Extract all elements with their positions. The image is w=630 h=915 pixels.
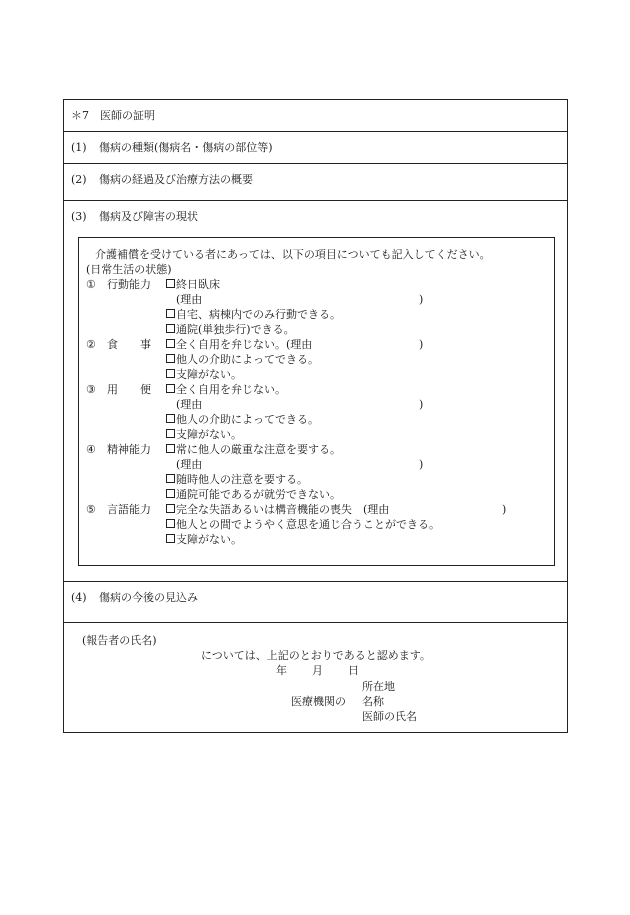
section-label: 傷病の今後の見込み — [99, 591, 198, 604]
option-mental-no-work[interactable]: 通院可能であるが就労できない。 — [166, 488, 341, 502]
checkbox[interactable] — [166, 474, 175, 483]
checkbox[interactable] — [166, 324, 175, 333]
section-title: ＊7 医師の証明 — [71, 109, 155, 122]
section-current-condition — [64, 201, 567, 582]
checkbox[interactable] — [166, 369, 175, 378]
item-number: ② — [86, 338, 96, 351]
reason-label: (理由 — [176, 458, 203, 471]
item-number: ③ — [86, 383, 96, 396]
checkbox[interactable] — [166, 309, 175, 318]
checkbox[interactable] — [166, 504, 175, 513]
checkbox[interactable] — [166, 429, 175, 438]
month-label: 月 — [312, 664, 323, 677]
option-indoor-only[interactable]: 自宅、病棟内でのみ行動できる。 — [166, 308, 341, 322]
section-label: 傷病の経過及び治療方法の概要 — [99, 173, 253, 186]
section-doctor-certification — [64, 100, 567, 132]
option-mental-occasional[interactable]: 随時他人の注意を要する。 — [166, 473, 308, 487]
option-outpatient[interactable]: 通院(単独歩行)できる。 — [166, 323, 295, 337]
option-speech-ok[interactable]: 支障がない。 — [166, 533, 242, 547]
item-label-mental: 精神能力 — [107, 443, 151, 456]
option-eating-assisted[interactable]: 他人の介助によってできる。 — [166, 353, 319, 367]
option-mental-constant[interactable]: 常に他人の厳重な注意を要する。 — [166, 443, 341, 457]
section-number: (2) — [71, 173, 87, 186]
reason-label: (理由 — [176, 398, 203, 411]
doctor-name-label: 医師の氏名 — [362, 710, 417, 723]
section-prognosis[interactable] — [64, 582, 567, 623]
reason-close: ) — [502, 503, 507, 516]
reason-close: ) — [419, 458, 424, 471]
daily-life-heading: (日常生活の状態) — [86, 263, 172, 276]
item-label-toileting: 用 便 — [107, 383, 151, 396]
checkbox[interactable] — [166, 534, 175, 543]
option-toilet-none[interactable]: 全く自用を弁じない。 — [166, 383, 286, 397]
care-status-box — [78, 237, 555, 566]
checkbox[interactable] — [166, 339, 175, 348]
option-eating-none[interactable]: 全く自用を弁じない。(理由 — [166, 338, 312, 352]
checkbox[interactable] — [166, 489, 175, 498]
option-toilet-ok[interactable]: 支障がない。 — [166, 428, 242, 442]
item-label-eating: 食 事 — [107, 338, 151, 351]
certification-block — [64, 623, 567, 732]
option-bedridden[interactable]: 終日臥床 — [166, 278, 220, 292]
checkbox[interactable] — [166, 519, 175, 528]
option-speech-limited[interactable]: 他人との間でようやく意思を通じ合うことができる。 — [166, 518, 440, 532]
section-label: 傷病の種類(傷病名・傷病の部位等) — [99, 141, 273, 154]
section-label: 傷病及び障害の現状 — [99, 210, 198, 223]
year-label: 年 — [276, 664, 287, 677]
section-number: (4) — [71, 591, 87, 604]
section-number: (3) — [71, 210, 87, 223]
section-number: (1) — [71, 141, 87, 154]
reason-label: (理由 — [176, 293, 203, 306]
checkbox[interactable] — [166, 444, 175, 453]
item-number: ① — [86, 278, 96, 291]
checkbox[interactable] — [166, 414, 175, 423]
reason-close: ) — [419, 398, 424, 411]
option-toilet-assisted[interactable]: 他人の介助によってできる。 — [166, 413, 319, 427]
option-eating-ok[interactable]: 支障がない。 — [166, 368, 242, 382]
section-injury-type[interactable] — [64, 132, 567, 164]
reason-close: ) — [419, 293, 424, 306]
item-number: ④ — [86, 443, 96, 456]
option-speech-aphasia[interactable]: 完全な失語あるいは構音機能の喪失 (理由 — [166, 503, 389, 517]
checkbox[interactable] — [166, 279, 175, 288]
certification-statement: については、上記のとおりであると認めます。 — [201, 649, 431, 662]
medical-certificate-form — [63, 99, 568, 733]
address-label: 所在地 — [362, 680, 395, 693]
checkbox[interactable] — [166, 384, 175, 393]
section-treatment-overview[interactable] — [64, 164, 567, 201]
day-label: 日 — [348, 664, 359, 677]
institution-label: 医療機関の — [291, 695, 346, 708]
item-number: ⑤ — [86, 503, 96, 516]
reason-close: ) — [419, 338, 424, 351]
item-label-speech: 言語能力 — [107, 503, 151, 516]
item-label-mobility: 行動能力 — [107, 278, 151, 291]
care-instruction: 介護補償を受けている者にあっては、以下の項目についても記入してください。 — [95, 248, 491, 261]
reporter-name-label: (報告者の氏名) — [82, 634, 157, 647]
checkbox[interactable] — [166, 354, 175, 363]
institution-name-label: 名称 — [362, 695, 384, 708]
